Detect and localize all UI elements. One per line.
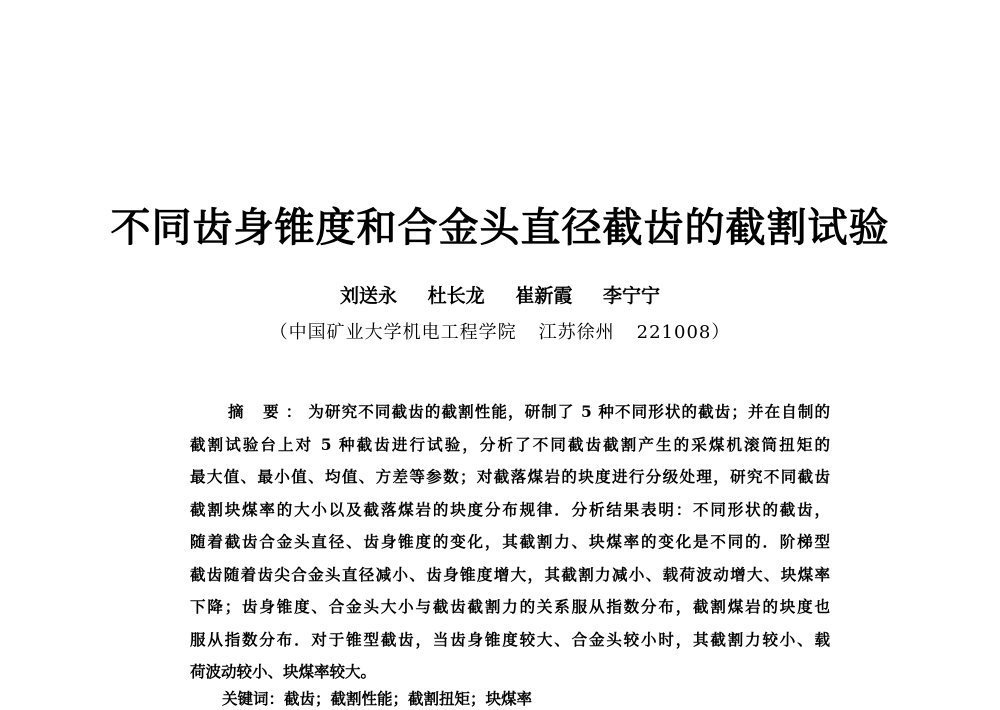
- abstract-line: 下降；齿身锥度、合金头大小与截齿截割力的关系服从指数分布，截割煤岩的块度也: [190, 597, 830, 616]
- abstract-line: 截割试验台上对 5 种截齿进行试验，分析了不同截齿截割产生的采煤机滚筒扭矩的: [190, 434, 830, 454]
- author-name: 崔新霞: [515, 285, 573, 307]
- abstract-line: 随着截齿合金头直径、齿身锥度的变化，其截割力、块煤率的变化是不同的．阶梯型: [190, 532, 830, 551]
- affiliation-close-paren: ）: [711, 322, 731, 343]
- abstract-line: 荷波动较小、块煤率较大。: [190, 662, 377, 681]
- author-name: 刘送永: [340, 285, 398, 307]
- abstract-line: 最大值、最小值、均值、方差等参数；对截落煤岩的块度进行分级处理，研究不同截齿: [190, 467, 830, 486]
- affiliation-zip: 221008: [636, 322, 712, 343]
- affiliation-open-paren: （: [269, 322, 289, 343]
- abstract-line: 服从指数分布．对于锥型截齿，当齿身锥度较大、合金头较小时，其截割力较小、载: [190, 629, 830, 649]
- author-affiliation: [0, 320, 1000, 346]
- author-list: [0, 283, 1000, 309]
- abstract: [190, 398, 830, 691]
- keywords: [222, 688, 532, 710]
- paper-title: 不同齿身锥度和合金头直径截齿的截割试验: [110, 205, 890, 251]
- affiliation-city: 江苏徐州: [538, 322, 615, 343]
- keywords-label: 关键词：: [222, 690, 285, 708]
- author-name: 李宁宁: [602, 285, 660, 307]
- abstract-line: 截割块煤率的大小以及截落煤岩的块度分布规律．分析结果表明：不同形状的截齿，: [190, 499, 830, 519]
- author-name: 杜长龙: [427, 285, 485, 307]
- abstract-line: [190, 398, 830, 431]
- keywords-text: 截齿；截割性能；截割扭矩；块煤率: [284, 689, 533, 708]
- abstract-label: 摘 要：: [228, 403, 309, 421]
- affiliation-organization: 中国矿业大学机电工程学院: [288, 322, 517, 343]
- abstract-text: 为研究不同截齿的截割性能，研制了 5 种不同形状的截齿；并在自制的: [308, 402, 830, 421]
- abstract-line: 截齿随着齿尖合金头直径减小、齿身锥度增大，其截割力减小、载荷波动增大、块煤率: [190, 564, 830, 584]
